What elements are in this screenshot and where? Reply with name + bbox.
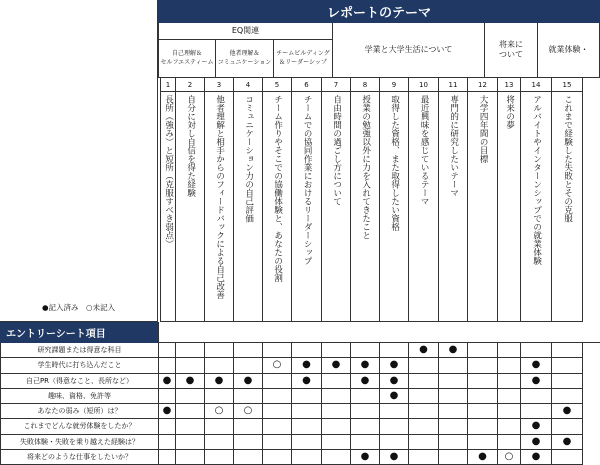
mark-cell [205, 343, 234, 358]
theme-title-text: 授業の勉強以外に力を入れてきたこと [360, 95, 371, 240]
mark-cell [498, 389, 521, 404]
entry-header: エントリーシート項目 [0, 322, 158, 343]
mark-cell: ● [521, 435, 552, 450]
theme-title [234, 92, 263, 322]
group-work: 就業体験・ [538, 23, 600, 78]
theme-number: 3 [205, 78, 234, 92]
theme-title [322, 92, 351, 322]
subgroup-self: 自己理解＆ セルフエスティーム [158, 40, 216, 78]
theme-number: 8 [351, 78, 380, 92]
mark-cell: ● [205, 374, 234, 389]
mark-cell [263, 450, 292, 465]
theme-title [409, 92, 439, 322]
entry-row-label: 将来どのような仕事をしたいか？ [0, 450, 158, 465]
mark-cell [176, 358, 205, 373]
theme-title-text: 自分に対し自信を得た経験 [185, 95, 196, 197]
mark-cell [498, 435, 521, 450]
mark-cell: ● [176, 374, 205, 389]
mark-cell [409, 389, 439, 404]
mark-cell [409, 358, 439, 373]
mark-cell [351, 404, 380, 419]
mark-cell: ● [158, 374, 176, 389]
mark-cell [439, 358, 468, 373]
mark-cell [176, 343, 205, 358]
mark-cell [292, 404, 322, 419]
mark-cell: ● [292, 374, 322, 389]
mark-cell [205, 419, 234, 434]
mark-cell [263, 389, 292, 404]
entry-header-blank [158, 322, 600, 343]
theme-number: 15 [552, 78, 583, 92]
mark-cell [292, 389, 322, 404]
theme-title-text: 自由時間の過ごし方について [331, 95, 342, 206]
entry-row-label: 失敗体験・失敗を乗り越えた経験は？ [0, 435, 158, 450]
mark-cell [322, 435, 351, 450]
mark-cell [409, 404, 439, 419]
theme-number: 6 [292, 78, 322, 92]
mark-cell: ● [351, 374, 380, 389]
mark-cell: ○ [263, 358, 292, 373]
theme-number: 10 [409, 78, 439, 92]
theme-number: 13 [498, 78, 521, 92]
mark-cell [552, 358, 583, 373]
mark-cell [176, 389, 205, 404]
mark-cell [552, 389, 583, 404]
mark-cell: ● [380, 389, 409, 404]
mark-cell: ● [322, 358, 351, 373]
mark-cell [380, 419, 409, 434]
mark-cell [351, 389, 380, 404]
mark-cell [234, 419, 263, 434]
mark-cell [439, 404, 468, 419]
mark-cell [322, 450, 351, 465]
mark-cell: ● [351, 450, 380, 465]
mark-cell [439, 389, 468, 404]
mark-cell: ○ [498, 450, 521, 465]
mark-cell: ● [552, 404, 583, 419]
theme-number: 12 [468, 78, 498, 92]
mark-cell: ● [521, 374, 552, 389]
mark-cell [205, 389, 234, 404]
mark-cell [292, 450, 322, 465]
mark-cell [351, 419, 380, 434]
theme-title-text: 他者理解と相手からのフィードバックによる自己改善 [214, 95, 225, 299]
mark-cell [322, 404, 351, 419]
mark-cell [176, 435, 205, 450]
subgroup-others: 他者理解＆ コミュニケーション [216, 40, 274, 78]
theme-title-text: コミュニケーション力の自己評価 [243, 95, 254, 223]
mark-cell [263, 343, 292, 358]
theme-title [380, 92, 409, 322]
mark-cell [322, 374, 351, 389]
theme-title [439, 92, 468, 322]
mark-cell [468, 343, 498, 358]
entry-row-label: あなたの弱み（短所）は？ [0, 404, 158, 419]
theme-title-text: 取得した資格、また取得したい資格 [389, 95, 400, 231]
mark-cell [552, 374, 583, 389]
mark-cell [498, 419, 521, 434]
theme-title [263, 92, 292, 322]
mark-cell: ● [380, 450, 409, 465]
mark-cell: ● [552, 435, 583, 450]
theme-number: 7 [322, 78, 351, 92]
theme-number: 4 [234, 78, 263, 92]
theme-title [160, 92, 176, 322]
mark-cell [158, 435, 176, 450]
mark-cell [498, 343, 521, 358]
mark-cell [322, 389, 351, 404]
mark-cell [552, 419, 583, 434]
mark-cell [439, 435, 468, 450]
mark-cell [498, 404, 521, 419]
mark-cell [351, 343, 380, 358]
mark-cell: ● [439, 343, 468, 358]
mark-cell [292, 419, 322, 434]
mark-cell [521, 389, 552, 404]
theme-title [521, 92, 552, 322]
mark-cell [176, 404, 205, 419]
mark-cell [380, 435, 409, 450]
mark-cell [468, 389, 498, 404]
header-blank [0, 0, 158, 322]
theme-title [351, 92, 380, 322]
theme-number: 2 [176, 78, 205, 92]
theme-title-text: 長所（強み）と短所（克服すべき弱点） [163, 95, 174, 248]
theme-title-text: 最近興味を感じているテーマ [419, 95, 430, 206]
entry-row-label: これまでどんな就労体験をしたか？ [0, 419, 158, 434]
mark-cell [158, 389, 176, 404]
theme-title [292, 92, 322, 322]
mark-cell [322, 419, 351, 434]
mark-cell [292, 435, 322, 450]
entry-row-label: 趣味、資格、免許等 [0, 389, 158, 404]
mark-cell [205, 435, 234, 450]
mark-cell [521, 343, 552, 358]
mark-cell [498, 374, 521, 389]
mark-cell [468, 404, 498, 419]
mark-cell [292, 343, 322, 358]
mark-cell [234, 450, 263, 465]
report-theme-title: レポートのテーマ [158, 0, 600, 23]
mark-cell [205, 450, 234, 465]
mark-cell [380, 404, 409, 419]
mark-cell [176, 450, 205, 465]
mark-cell [439, 450, 468, 465]
theme-number: 5 [263, 78, 292, 92]
mark-cell: ● [351, 358, 380, 373]
legend: ●記入済み ○未記入 [42, 303, 116, 312]
theme-title-text: これまで経験した失敗とその克服 [562, 95, 573, 223]
mark-cell: ● [521, 358, 552, 373]
mark-cell: ● [158, 404, 176, 419]
mark-cell [380, 343, 409, 358]
mark-cell [409, 450, 439, 465]
group-future: 将来に ついて [485, 23, 538, 78]
entry-row-label: 学生時代に打ち込んだこと [0, 358, 158, 373]
theme-title [176, 92, 205, 322]
mark-cell [263, 435, 292, 450]
mark-cell: ● [521, 450, 552, 465]
mark-cell [552, 450, 583, 465]
theme-title [552, 92, 583, 322]
subgroup-team: チームビルディング ＆リーダーシップ [274, 40, 333, 78]
mark-cell [158, 450, 176, 465]
theme-title-text: 将来の夢 [504, 95, 515, 129]
mark-cell [176, 419, 205, 434]
theme-number: 11 [439, 78, 468, 92]
mark-cell: ● [468, 450, 498, 465]
mark-cell [322, 343, 351, 358]
theme-title [498, 92, 521, 322]
mark-cell [439, 374, 468, 389]
mark-cell: ○ [234, 404, 263, 419]
mark-cell [498, 358, 521, 373]
mark-cell: ● [380, 358, 409, 373]
theme-title-text: 専門的に研究したいテーマ [448, 95, 459, 197]
mark-cell: ● [292, 358, 322, 373]
theme-title-text: チーム作りやそこでの協働体験と、あなたの役割 [272, 95, 283, 282]
mark-cell [351, 435, 380, 450]
mark-cell [263, 404, 292, 419]
mark-cell: ● [521, 419, 552, 434]
mark-cell [263, 374, 292, 389]
theme-title-text: 大学四年間の目標 [478, 95, 489, 163]
mark-cell: ● [380, 374, 409, 389]
mark-cell [552, 343, 583, 358]
mark-cell [158, 343, 176, 358]
mark-cell [409, 419, 439, 434]
mark-cell [234, 435, 263, 450]
mark-cell [234, 358, 263, 373]
mark-cell [409, 435, 439, 450]
entry-row-label: 研究課題または得意な科目 [0, 343, 158, 358]
mark-cell [263, 419, 292, 434]
mark-cell: ○ [205, 404, 234, 419]
theme-number: 14 [521, 78, 552, 92]
mark-cell [158, 358, 176, 373]
mark-cell [205, 358, 234, 373]
mark-cell: ● [234, 374, 263, 389]
theme-number: 1 [160, 78, 176, 92]
theme-title-text: チームでの協同作業におけるリーダーシップ [302, 95, 313, 265]
mark-cell [468, 374, 498, 389]
mark-cell [468, 435, 498, 450]
mark-cell [409, 374, 439, 389]
mark-cell [234, 389, 263, 404]
mark-cell: ● [409, 343, 439, 358]
mark-cell [468, 419, 498, 434]
theme-title [468, 92, 498, 322]
theme-title [205, 92, 234, 322]
mark-cell [158, 419, 176, 434]
group-campus: 学業と大学生活について [333, 23, 485, 78]
entry-row-label: 自己PR（得意なこと、長所など） [0, 374, 158, 389]
group-eq: EQ関連 [158, 23, 333, 40]
mark-cell [439, 419, 468, 434]
mark-cell [468, 358, 498, 373]
theme-number: 9 [380, 78, 409, 92]
mark-cell [521, 404, 552, 419]
theme-title-text: アルバイトやインターンシップでの就業体験 [531, 95, 542, 265]
mark-cell [234, 343, 263, 358]
